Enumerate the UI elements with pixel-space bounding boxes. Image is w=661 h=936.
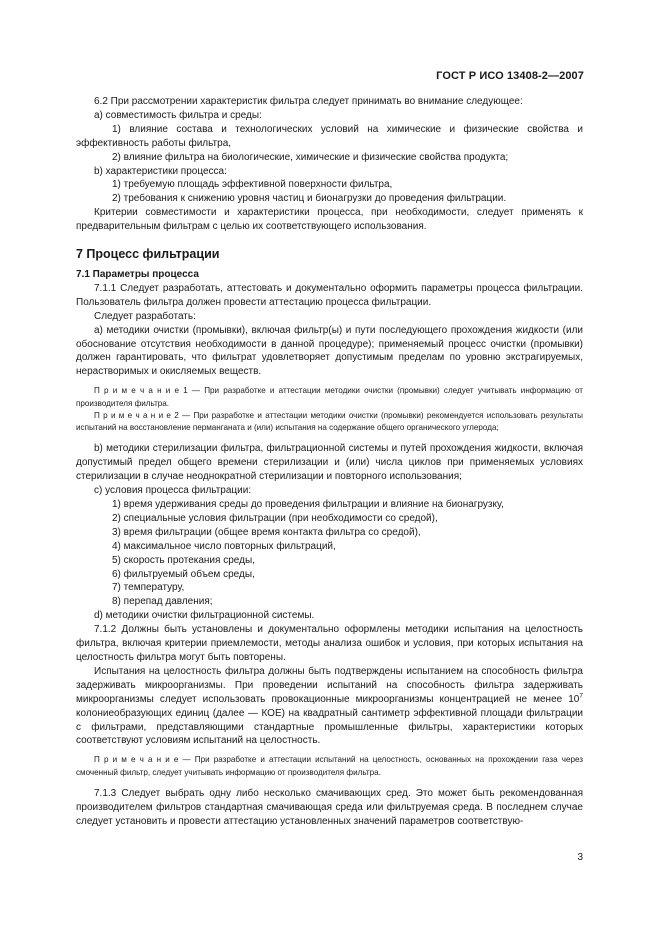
note-3	[76, 754, 583, 779]
note-1-label: П р и м е ч а н и е 1	[94, 386, 188, 396]
list-item-d: d) методики очистки фильтрационной системы.	[94, 610, 315, 622]
subsection-7-1-title: 7.1 Параметры процесса	[76, 268, 199, 280]
para-integrity-tests	[76, 665, 583, 748]
note-3-label: П р и м е ч а н и е	[94, 755, 179, 765]
list-subitem: 1) время удерживания среды до проведения фильтрации и влияние на бионагрузку,	[112, 499, 504, 511]
list-subitem: 2) специальные условия фильтрации (при необходимости со средой),	[112, 512, 438, 524]
para-develop: Следует разработать:	[94, 310, 196, 322]
exponent: 7	[579, 692, 583, 700]
para-integrity-text-1: Испытания на целостность фильтра должны быть подтверждены испытанием на способность фильтра задерживать микроорганизмы. При проведении испытаний на способность фильтра задерживать микроорганизмы следует использовать провокационные микроорганизмы концентрацией не менее 10	[76, 665, 583, 705]
list-subitem: 5) скорость протекания среды,	[112, 554, 255, 566]
document-body	[76, 95, 583, 829]
list-subitem-a1: 1) влияние состава и технологических условий на химические и физические свойства и эффективность работы фильтра,	[76, 123, 583, 149]
list-subitem-a2: 2) влияние фильтра на биологические, химические и физические свойства продукта;	[112, 151, 509, 163]
list-subitem-b1: 1) требуемую площадь эффективной поверхности фильтра,	[112, 179, 393, 191]
note-2-text: — При разработке и аттестации методики очистки (промывки) рекомендуется использовать результаты испытаний на восстановление перманганата и (или) испытания на содержание общего органического углерода;	[76, 410, 583, 433]
para-7-1-2: 7.1.2 Должны быть установлены и документально оформлены методики испытания на целостность фильтра, включая критерии приемлемости, методы анализа ошибок и условия, при которых испытания на целостность фильтра могут быть повторены.	[76, 624, 583, 663]
note-1	[76, 385, 583, 410]
para-7-1-1: 7.1.1 Следует разработать, аттестовать и документально оформить параметры процесса фильтрации. Пользователь фильтра должен провести аттестацию процесса фильтрации.	[76, 282, 583, 308]
note-2-label: П р и м е ч а н и е 2	[94, 410, 179, 420]
document-code-header: ГОСТ Р ИСО 13408-2—2007	[436, 70, 584, 82]
section-7-title: 7 Процесс фильтрации	[76, 247, 220, 262]
para-criteria: Критерии совместимости и характеристики процесса, при необходимости, следует применять к предварительным фильтрам с целью их соответствующего использования.	[76, 207, 583, 233]
note-3-text: — При разработке и аттестации испытаний на целостность, основанных на прохождении газа через смоченный фильтр, следует учитывать информацию от производителя фильтра.	[76, 755, 583, 777]
list-item-c-conditions: c) условия процесса фильтрации:	[94, 485, 252, 497]
para-integrity-text-2: колониеобразующих единиц (далее — КОЕ) на квадратный сантиметр эффективной площади фильтрации с фильтрами, представляющими стандартные промышленные фильтры, характеристики которых соответствуют условиям испытаний на целостность.	[76, 707, 583, 747]
list-subitem: 6) фильтруемый объем среды,	[112, 568, 255, 580]
list-subitem: 8) перепад давления;	[112, 596, 213, 608]
list-subitem: 7) температуру,	[112, 582, 185, 594]
para-7-1-3: 7.1.3 Следует выбрать одну либо несколько смачивающих сред. Это может быть рекомендованная производителем фильтров стандартная смачивающая среда или фильтруемая среда. В последнем случае следует установить и провести аттестацию установленных значений параметров соответствую-	[76, 787, 583, 827]
page-number: 3	[577, 852, 583, 863]
note-1-text: — При разработке и аттестации методики очистки (промывки) следует учитывать информацию от производителя фильтра.	[76, 386, 583, 408]
list-item-b: b) характеристики процесса:	[94, 165, 227, 177]
list-subitem: 4) максимальное число повторных фильтраций,	[112, 540, 336, 552]
list-subitem-b2: 2) требования к снижению уровня частиц и бионагрузки до проведения фильтрации.	[112, 193, 507, 205]
list-item-a: а) совместимость фильтра и среды:	[94, 109, 262, 121]
list-item-b-sterilization: b) методики стерилизации фильтра, фильтрационной системы и путей прохождения жидкости, включая допустимый предел общего времени стерилизации и (или) числа циклов при применяемых условиях стерилизации в случае неоднократной стерилизации и повторного использования;	[76, 443, 583, 483]
note-2	[76, 410, 583, 435]
para-6-2-intro: 6.2 При рассмотрении характеристик фильтра следует принимать во внимание следующее:	[94, 96, 523, 107]
list-item-a-cleaning: а) методики очистки (промывки), включая фильтр(ы) и пути последующего прохождения жидкости (или обоснование отсутствия необходимости в данной процедуре); применяемый процесс очистки (промывки) должен гарантировать, что фильтрат удовлетворяет допустимым пределам по уровню экстрагируемых, нерастворимых и окисляемых веществ.	[76, 324, 583, 378]
list-subitem: 3) время фильтрации (общее время контакта фильтра со средой),	[112, 526, 421, 538]
